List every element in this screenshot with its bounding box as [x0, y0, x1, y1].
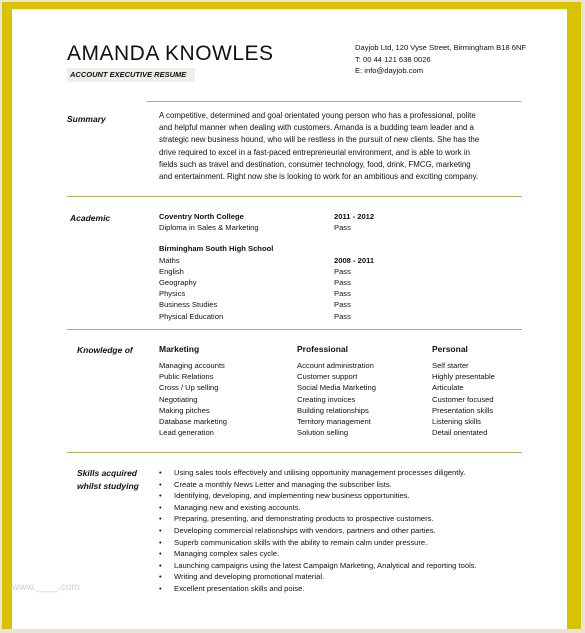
- knowledge-item: Customer support: [297, 372, 358, 382]
- summary-line: strategic new business hound, who will be restless in the pursuit of new clients. She has the: [159, 135, 480, 145]
- subject: Business Studies: [159, 300, 218, 310]
- academic-divider: [67, 329, 522, 330]
- school-years: 2008 - 2011: [334, 255, 375, 265]
- knowledge-item: Customer focused: [432, 394, 494, 404]
- list-item: • Create a monthly News Letter and managing the subscriber lists.: [159, 479, 477, 491]
- contact-block: [355, 42, 526, 77]
- skills-list: [159, 467, 477, 595]
- knowledge-item: Detail orientated: [432, 428, 488, 438]
- list-item: • Writing and developing promotional material.: [159, 571, 477, 583]
- knowledge-item: Negotiating: [159, 394, 198, 404]
- subject: Physics: [159, 289, 186, 299]
- header-divider: [147, 101, 521, 102]
- contact-address: Dayjob Ltd, 120 Vyse Street, Birmingham B18 6NF: [355, 43, 527, 52]
- summary-text: [159, 110, 519, 183]
- knowledge-item: Listening skills: [432, 417, 481, 427]
- knowledge-item: Creating invoices: [297, 394, 356, 404]
- contact-phone: T: 00 44 121 638 0026: [355, 54, 431, 64]
- knowledge-divider: [67, 452, 522, 453]
- knowledge-item: Public Relations: [159, 372, 214, 382]
- subject-result: Pass: [334, 266, 351, 276]
- candidate-name: AMANDA KNOWLES: [67, 42, 274, 65]
- academic-institutions: [159, 211, 273, 322]
- list-item: • Managing new and existing accounts.: [159, 502, 477, 514]
- knowledge-item: Territory management: [297, 417, 371, 427]
- skills-label: [77, 467, 139, 493]
- skills-label-line2: whilst studying: [77, 481, 139, 491]
- subject: Geography: [159, 278, 197, 288]
- list-item: • Using sales tools effectively and utilising opportunity management processes diligently.: [159, 467, 477, 479]
- summary-line: A competitive, determined and goal orientated young person who has a professional, polite: [159, 111, 476, 120]
- summary-label: Summary: [67, 114, 106, 124]
- knowledge-item: Highly presentable: [432, 372, 495, 382]
- contact-email: E: info@dayjob.com: [355, 66, 424, 75]
- knowledge-professional-column: [297, 343, 376, 438]
- summary-line: and entertainment. Right now she is looking to work for an ambitious and exciting company.: [159, 172, 479, 182]
- subject-result: Pass: [334, 311, 351, 321]
- knowledge-marketing-column: [159, 343, 227, 438]
- college-name: Coventry North College: [159, 212, 244, 221]
- knowledge-item: Social Media Marketing: [297, 383, 376, 393]
- knowledge-item: Articulate: [432, 383, 464, 393]
- summary-divider: [67, 196, 522, 197]
- list-item: • Launching campaigns using the latest Campaign Marketing, Analytical and reporting tools.: [159, 560, 477, 572]
- knowledge-item: Self starter: [432, 361, 469, 370]
- subject: Physical Education: [159, 311, 224, 321]
- subject-result: Pass: [334, 289, 351, 299]
- knowledge-item: Making pitches: [159, 405, 210, 415]
- list-item: • Identifying, developing, and implementing new business opportunities.: [159, 490, 477, 502]
- subject-result: Pass: [334, 300, 351, 310]
- knowledge-item: Building relationships: [297, 405, 369, 415]
- marketing-heading: Marketing: [159, 344, 200, 354]
- watermark-text: www.____.com: [12, 582, 80, 593]
- list-item: • Superb communication skills with the ability to remain calm under pressure.: [159, 537, 477, 549]
- knowledge-personal-column: [432, 343, 495, 438]
- knowledge-item: Database marketing: [159, 417, 227, 427]
- knowledge-item: Managing accounts: [159, 361, 225, 370]
- subject: English: [159, 266, 184, 276]
- list-item: • Preparing, presenting, and demonstrating products to prospective customers.: [159, 513, 477, 525]
- college-years: 2011 - 2012: [334, 212, 375, 221]
- resume-page: [12, 9, 567, 629]
- knowledge-label: Knowledge of: [77, 345, 133, 355]
- knowledge-item: Presentation skills: [432, 405, 494, 415]
- knowledge-item: Cross / Up selling: [159, 383, 219, 393]
- school-name: Birmingham South High School: [159, 244, 274, 254]
- list-item: • Excellent presentation skills and poise.: [159, 583, 477, 595]
- list-item: • Managing complex sales cycle.: [159, 548, 477, 560]
- knowledge-item: Account administration: [297, 361, 374, 370]
- list-item: • Developing commercial relationships with vendors, partners and other parties.: [159, 525, 477, 537]
- resume-subtitle: ACCOUNT EXECUTIVE RESUME: [67, 68, 195, 82]
- summary-line: fields such as travel and destination, consumer technology, food, drink, FMCG, marketing: [159, 159, 471, 169]
- subject-result: Pass: [334, 278, 351, 287]
- college-result: Pass: [334, 223, 351, 233]
- knowledge-item: Solution selling: [297, 428, 349, 438]
- subject: Maths: [159, 255, 180, 265]
- academic-label: Academic: [70, 213, 111, 223]
- summary-line: and helpful manner when dealing with customers. Amanda is a budding team leader and a: [159, 123, 474, 133]
- skills-label-line1: Skills acquired: [77, 468, 137, 478]
- professional-heading: Professional: [297, 344, 349, 354]
- academic-results: [334, 211, 374, 322]
- knowledge-item: Lead generation: [159, 428, 214, 438]
- summary-line: drive required to excel in a fast-paced entrepreneurial environment, and is able to work in: [159, 147, 470, 157]
- college-course: Diploma in Sales & Marketing: [159, 223, 259, 233]
- personal-heading: Personal: [432, 344, 468, 354]
